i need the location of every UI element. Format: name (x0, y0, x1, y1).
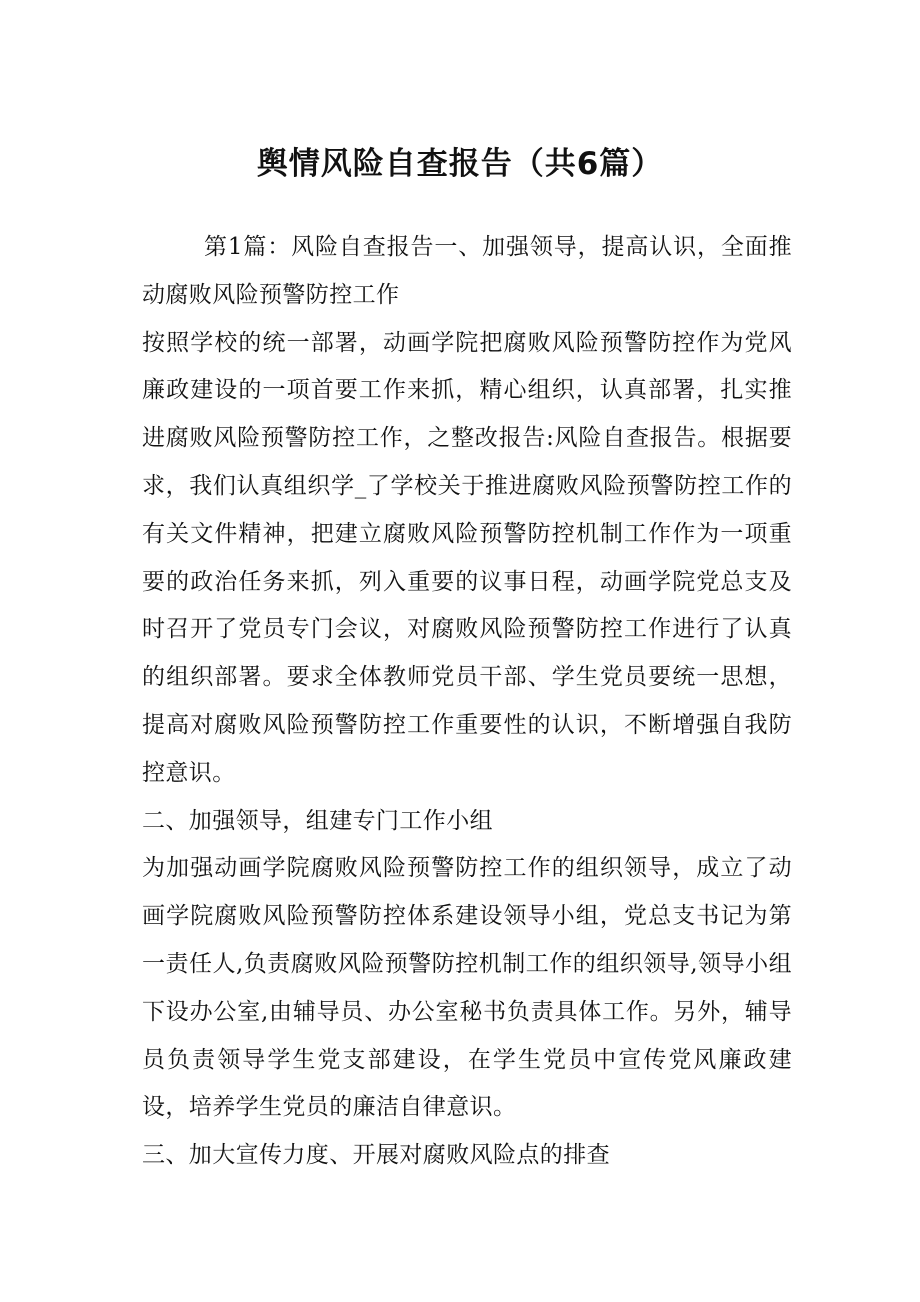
paragraph-section-2-heading: 二、加强领导，组建专门工作小组 (142, 807, 493, 834)
document-body (142, 224, 792, 1180)
paragraph-section-1-heading: 第1篇：风险自查报告一、加强领导，提高认识，全面推动腐败风险预警防控工作 (142, 234, 792, 308)
paragraph-section-3-heading: 三、加大宣传力度、开展对腐败风险点的排查 (142, 1142, 610, 1169)
paragraph-section-2-body: 为加强动画学院腐败风险预警防控工作的组织领导，成立了动画学院腐败风险预警防控体系建设领导小组，党总支书记为第一责任人,负责腐败风险预警防控机制工作的组织领导,领导小组下设办公室,由辅导员、办公室秘书负责具体工作。另外，辅导员负责领导学生党支部建设，在学生党员中宣传党风廉政建设，培养学生党员的廉洁自律意识。 (142, 855, 792, 1121)
paragraph-section-1-body: 按照学校的统一部署，动画学院把腐败风险预警防控作为党风廉政建设的一项首要工作来抓，精心组织，认真部署，扎实推进腐败风险预警防控工作，之整改报告:风险自查报告。根据要求，我们认真组织学_了学校关于推进腐败风险预警防控工作的有关文件精神，把建立腐败风险预警防控机制工作作为一项重要的政治任务来抓，列入重要的议事日程，动画学院党总支及时召开了党员专门会议，对腐败风险预警防控工作进行了认真的组织部署。要求全体教师党员干部、学生党员要统一思想，提高对腐败风险预警防控工作重要性的认识，不断增强自我防控意识。 (142, 329, 792, 786)
document-title: 舆情风险自查报告（共6篇） (256, 146, 664, 182)
